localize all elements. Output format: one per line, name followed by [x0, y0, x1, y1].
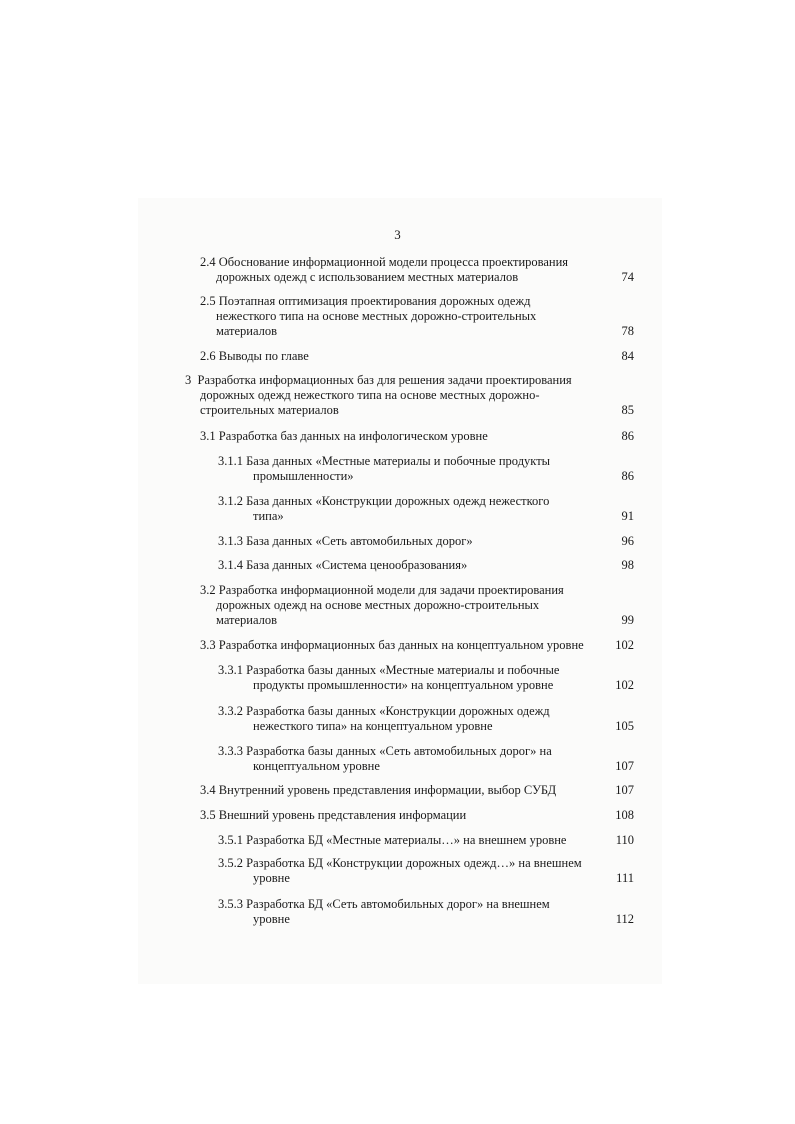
- page-number: 3: [394, 227, 401, 242]
- toc-entry-line: 3.4 Внутренний уровень представления информации, выбор СУБД: [200, 783, 557, 797]
- toc-entry-line: 3.1.2 База данных «Конструкции дорожных одежд нежесткого: [218, 494, 550, 508]
- toc-page-number: 102: [615, 678, 634, 693]
- toc-entry-line: материалов: [216, 324, 278, 339]
- toc-entry-line: 3.5.1 Разработка БД «Местные материалы…» на внешнем уровне: [218, 833, 567, 847]
- toc-entry-line: 2.6 Выводы по главе: [200, 349, 309, 363]
- toc-page-number: 99: [621, 613, 634, 628]
- toc-entry-line: 3.1 Разработка баз данных на инфологическом уровне: [200, 429, 488, 443]
- toc-entry-line: уровне: [253, 912, 290, 927]
- toc-page-number: 98: [621, 558, 634, 572]
- toc-page-number: 110: [615, 833, 634, 847]
- toc-entry-line: нежесткого типа» на концептуальном уровне: [253, 719, 493, 734]
- toc-entry-line: 3.3.1 Разработка базы данных «Местные материалы и побочные: [218, 663, 560, 677]
- toc-page-number: 105: [615, 719, 634, 734]
- toc-page-number: 86: [621, 429, 634, 443]
- toc-entry-line: 3.1.4 База данных «Система ценообразования»: [218, 558, 468, 572]
- toc-page-number: 96: [621, 534, 634, 548]
- toc-entry-line: концептуальном уровне: [253, 759, 380, 774]
- toc-entry-line: 3.5 Внешний уровень представления информации: [200, 808, 467, 822]
- toc-entry-line: 2.5 Поэтапная оптимизация проектирования дорожных одежд: [200, 294, 531, 308]
- toc-entry-line: дорожных одежд с использованием местных материалов: [216, 270, 519, 285]
- toc-entry-line: 3.1.3 База данных «Сеть автомобильных дорог»: [218, 534, 473, 548]
- toc-entry-line: 3 Разработка информационных баз для решения задачи проектирования: [185, 373, 572, 387]
- toc-entry-line: промышленности»: [253, 469, 354, 484]
- toc-entry-line: 3.1.1 База данных «Местные материалы и побочные продукты: [218, 454, 551, 468]
- toc-entry-line: 3.3 Разработка информационных баз данных на концептуальном уровне: [200, 638, 584, 652]
- toc-entry-line: материалов: [216, 613, 278, 628]
- toc-page-number: 108: [615, 808, 634, 822]
- toc-entry-line: 3.3.3 Разработка базы данных «Сеть автомобильных дорог» на: [218, 744, 552, 758]
- toc-entry-line: нежесткого типа на основе местных дорожно-строительных: [216, 309, 537, 324]
- toc-page-number: 86: [621, 469, 634, 484]
- toc-page-number: 112: [615, 912, 634, 927]
- toc-entry-line: 3.5.3 Разработка БД «Сеть автомобильных дорог» на внешнем: [218, 897, 550, 911]
- toc-entry-line: 2.4 Обоснование информационной модели процесса проектирования: [200, 255, 569, 269]
- toc-page-number: 107: [615, 759, 634, 774]
- toc-page-number: 111: [616, 871, 634, 886]
- toc-entry-line: 3.2 Разработка информационной модели для задачи проектирования: [200, 583, 564, 597]
- toc-entry-line: типа»: [253, 509, 284, 524]
- toc-page-number: 84: [621, 349, 634, 363]
- toc-entry-line: 3.5.2 Разработка БД «Конструкции дорожных одежд…» на внешнем: [218, 856, 582, 870]
- toc-entry-line: дорожных одежд нежесткого типа на основе местных дорожно-: [200, 388, 540, 403]
- toc-entry-line: продукты промышленности» на концептуальном уровне: [253, 678, 554, 693]
- toc-page-number: 74: [621, 270, 634, 285]
- toc-entry-line: 3.3.2 Разработка базы данных «Конструкции дорожных одежд: [218, 704, 550, 718]
- toc-entry-line: уровне: [253, 871, 290, 886]
- toc-entry-line: дорожных одежд на основе местных дорожно-строительных: [216, 598, 540, 613]
- toc-page-number: 85: [621, 403, 634, 418]
- toc-page-number: 91: [621, 509, 634, 524]
- toc-page-number: 78: [621, 324, 634, 339]
- toc-page-number: 107: [615, 783, 634, 797]
- toc-entry-line: строительных материалов: [200, 403, 339, 418]
- toc-page-number: 102: [615, 638, 634, 652]
